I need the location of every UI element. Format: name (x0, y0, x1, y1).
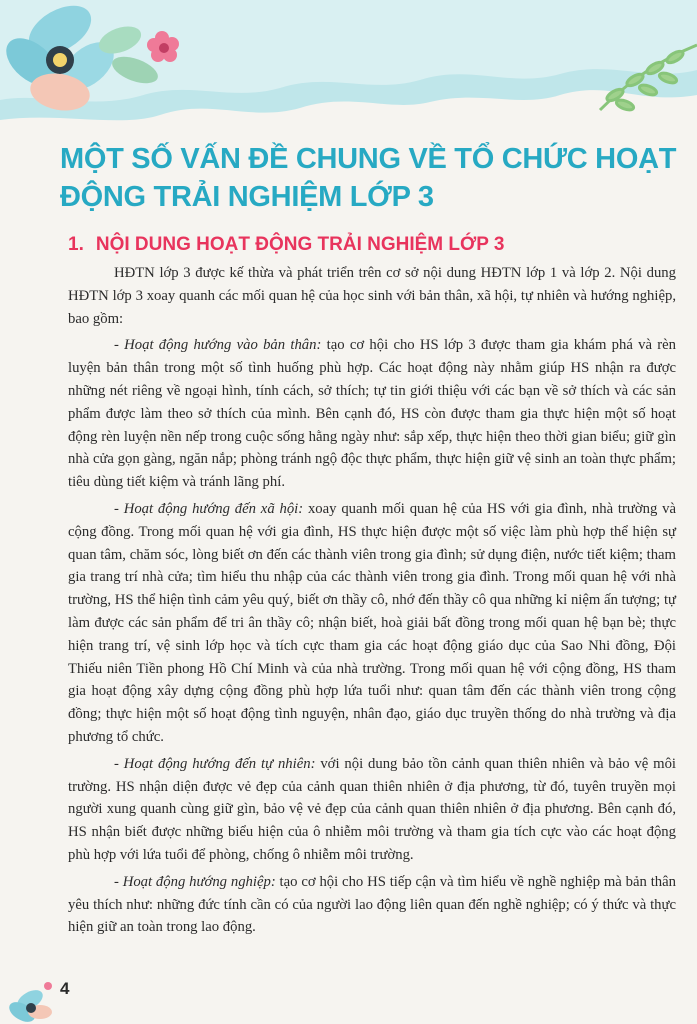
paragraph-society (68, 498, 676, 749)
paragraph-self (68, 334, 676, 494)
paragraph-nature (68, 753, 676, 867)
paragraph-text: tạo cơ hội cho HS lớp 3 được tham gia khám phá và rèn luyện bản thân trong một số tình huống phù hợp. Các hoạt động này nhằm giúp HS nhận ra được những nét riêng về ngoại hình, tính cách, sở thích; tự tin giới thiệu với các bạn về sở thích và các sản phẩm được làm theo sở thích của mình. Bên cạnh đó, HS còn được tham gia thực hiện một số hoạt động rèn luyện nền nếp trong cuộc sống hằng ngày như: sắp xếp, thực hiện theo thời gian biểu; giữ gìn nhà cửa gọn gàng, ngăn nắp; phòng tránh ngộ độc thực phẩm, thực hiện giữ vệ sinh an toàn thực phẩm; tiêu dùng tiết kiệm và tránh lãng phí. (68, 337, 676, 491)
paragraph-label: - Hoạt động hướng nghiệp: (114, 873, 276, 890)
paragraph-label: - Hoạt động hướng đến tự nhiên: (114, 755, 316, 772)
paragraph-label: - Hoạt động hướng đến xã hội: (114, 500, 304, 517)
paragraph-text: với nội dung bảo tồn cảnh quan thiên nhiên và bảo vệ môi trường. HS nhận diện được vẻ đẹp của cảnh quan thiên nhiên ở địa phương, từ đó, tuyên truyền mọi người xung quanh cùng giữ gìn, bảo vệ vẻ đẹp của cảnh quan thiên nhiên ở địa phương. Bên cạnh đó, HS nhận biết được những biểu hiện của ô nhiễm môi trường và tham gia tích cực vào các hoạt động phù hợp với lứa tuổi để phòng, chống ô nhiễm môi trường. (68, 755, 676, 863)
paragraph-text: xoay quanh mối quan hệ của HS với gia đình, nhà trường và cộng đồng. Trong mối quan hệ với gia đình, HS thực hiện được một số việc làm phù hợp thể hiện sự quan tâm, chăm sóc, lòng biết ơn đến các thành viên trong gia đình; sử dụng điện, nước tiết kiệm; tham gia trang trí nhà cửa; tìm hiểu thu nhập của các thành viên trong gia đình. Trong mối quan hệ với nhà trường, HS thể hiện tình cảm yêu quý, biết ơn thầy cô, nhớ đến thầy cô qua những kỉ niệm ấn tượng; tự làm được các sản phẩm để tri ân thầy cô; nhận biết, hoà giải bất đồng trong mối quan hệ bạn bè; thực hiện trang trí, vệ sinh lớp học và tích cực tham gia các hoạt động giáo dục của Sao Nhi đồng, Đội Thiếu niên Tiền phong Hồ Chí Minh và của nhà trường. Trong mối quan hệ với cộng đồng, HS tham gia hoạt động xây dựng cộng đồng phù hợp lứa tuổi như: quan tâm đến các thành viên trong cộng đồng; thực hiện một số hoạt động tình nguyện, nhân đạo, giáo dục truyền thống do nhà trường và địa phương tổ chức. (68, 500, 676, 745)
paragraph-text: tạo cơ hội cho HS tiếp cận và tìm hiểu về nghề nghiệp mà bản thân yêu thích như: những đức tính cần có của người lao động liên quan đến nghề nghiệp; có ý thức và thực hiện giữ an toàn trong lao động. (68, 873, 676, 936)
floral-header-art (0, 0, 697, 150)
paragraph-label: - Hoạt động hướng vào bản thân: (114, 337, 322, 354)
section-heading-text: NỘI DUNG HOẠT ĐỘNG TRẢI NGHIỆM LỚP 3 (95, 234, 505, 255)
paragraph-career (68, 871, 676, 939)
body-text (68, 262, 676, 943)
section-heading (68, 232, 504, 258)
section-number: 1. (68, 234, 84, 255)
intro-paragraph: HĐTN lớp 3 được kế thừa và phát triển trên cơ sở nội dung HĐTN lớp 1 và lớp 2. Nội dung HĐTN lớp 3 xoay quanh các mối quan hệ của học sinh với bản thân, xã hội, tự nhiên và hướng nghiệp, bao gồm: (68, 265, 676, 327)
page-title: MỘT SỐ VẤN ĐỀ CHUNG VỀ TỔ CHỨC HOẠT ĐỘNG TRẢI NGHIỆM LỚP 3 (60, 143, 677, 213)
page-number: 4 (60, 979, 70, 998)
